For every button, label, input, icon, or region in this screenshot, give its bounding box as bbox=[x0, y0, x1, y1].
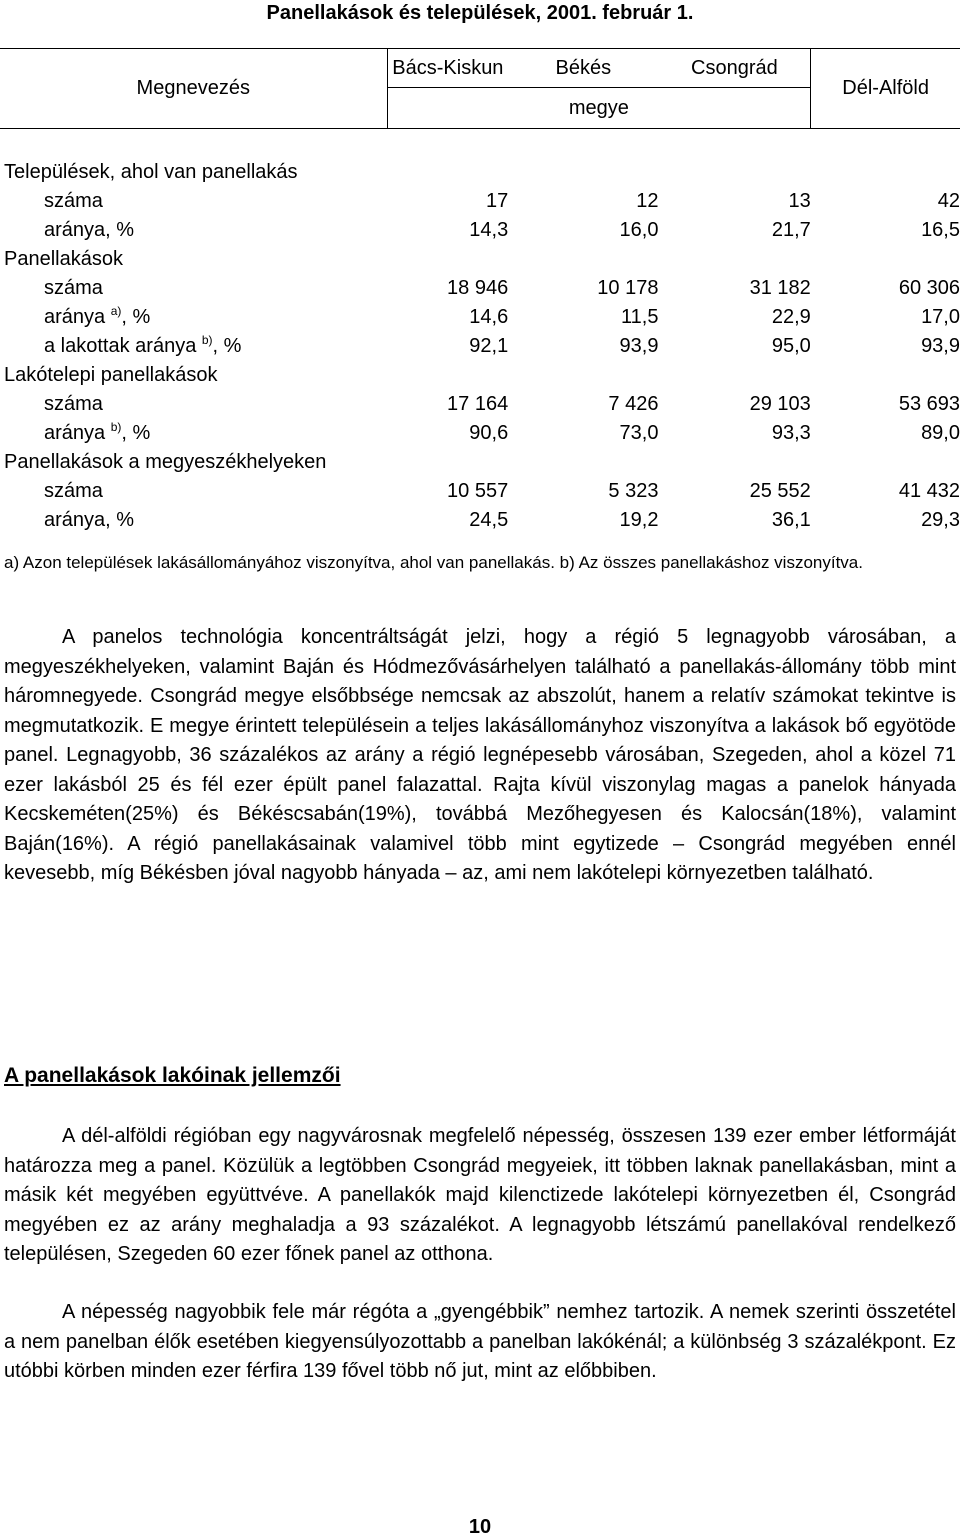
table-cell: 7 426 bbox=[608, 393, 659, 415]
table-cell: 53 693 bbox=[898, 393, 960, 415]
table-cell bbox=[387, 448, 508, 477]
table-cell: 73,0 bbox=[619, 422, 659, 444]
table-cell bbox=[508, 158, 658, 187]
table-cell bbox=[811, 448, 960, 477]
row-label: aránya, % bbox=[44, 509, 135, 531]
table-cell: 25 552 bbox=[749, 480, 811, 502]
table-cell bbox=[658, 245, 810, 274]
page-number: 10 bbox=[468, 1516, 492, 1538]
table-cell: 36,1 bbox=[771, 509, 811, 531]
table-cell: 93,9 bbox=[921, 335, 960, 357]
row-label: száma bbox=[44, 277, 103, 299]
table-cell: 41 432 bbox=[898, 480, 960, 502]
table-cell bbox=[811, 361, 960, 390]
table-cell: 17 164 bbox=[447, 393, 509, 415]
table-cell: 60 306 bbox=[898, 277, 960, 299]
row-label: a lakottak aránya $^{b)}$, % bbox=[44, 333, 242, 357]
table-cell bbox=[508, 448, 658, 477]
table-cell: 93,3 bbox=[771, 422, 811, 444]
table-cell: 92,1 bbox=[469, 335, 509, 357]
table-row bbox=[0, 274, 960, 303]
table-cell: 14,6 bbox=[469, 306, 509, 328]
table-cell bbox=[658, 361, 810, 390]
table-title: Panellakások és települések, 2001. február 1. bbox=[266, 2, 694, 24]
table-cell: 16,0 bbox=[619, 219, 659, 241]
table-cell: 29 103 bbox=[749, 393, 811, 415]
table-cell: 16,5 bbox=[921, 219, 960, 241]
table-cell: 31 182 bbox=[749, 277, 811, 299]
table-cell bbox=[658, 448, 810, 477]
row-label: aránya $^{a)}$, % bbox=[44, 304, 151, 328]
table-row bbox=[0, 158, 960, 187]
table-cell: 29,3 bbox=[921, 509, 960, 531]
table-cell: 89,0 bbox=[921, 422, 960, 444]
table-cell bbox=[508, 245, 658, 274]
table-cell: 21,7 bbox=[771, 219, 811, 241]
table-cell: 14,3 bbox=[469, 219, 509, 241]
table-cell: 18 946 bbox=[447, 277, 509, 299]
header-bacs-kiskun: Bács-Kiskun bbox=[387, 49, 508, 88]
table-cell bbox=[658, 158, 810, 187]
table-cell: 10 178 bbox=[597, 277, 659, 299]
paragraph-2: A dél-alföldi régióban egy nagyvárosnak megfelelő népesség, összesen 139 ezer ember létformáját határozza meg a panel. Közülük a legtöbben Csongrád megyeiek, itt többen laknak panellakásban, mint a másik két megyében együttvéve. A panellakók majd kilenctizede lakótelepi környezetben él, Csongrád megyében ez az arány meghaladja a 93 százalékot. A legnagyobb létszámú panellakóval rendelkező településen, Szegeden 60 ezer főnek panel az otthona. bbox=[4, 1125, 956, 1265]
table-cell: 95,0 bbox=[771, 335, 811, 357]
header-bekes: Békés bbox=[508, 49, 658, 88]
table-cell: 93,9 bbox=[619, 335, 659, 357]
table-cell: 22,9 bbox=[771, 306, 811, 328]
table-row bbox=[0, 332, 960, 361]
table-cell: 10 557 bbox=[447, 480, 509, 502]
row-label: száma bbox=[44, 190, 103, 212]
table-row bbox=[0, 303, 960, 332]
spacer-row bbox=[0, 129, 960, 159]
table-header-row bbox=[0, 49, 960, 88]
table-row bbox=[0, 448, 960, 477]
table-cell: 12 bbox=[636, 190, 659, 212]
paragraph-1: A panelos technológia koncentráltságát jelzi, hogy a régió 5 legnagyobb városában, a megyeszékhelyeken, valamint Baján és Hódmezővásárhelyen található a panellakás-állomány több mint háromnegyede. Csongrád megye elsőbbsége nemcsak az abszolút, hanem a relatív számokat tekintve is megmutatkozik. E megye érintett településein a teljes lakásállományhoz viszonyítva a lakások bő egyötöde panel. Legnagyobb, 36 százalékos az arány a régió legnépesebb városában, Szegeden, ahol a közel 71 ezer lakásból 25 és fél ezer épült panel falazattal. Rajta kívül viszonylag magas a panelok hányada Kecskeméten(25%) és Békéscsabán(19%), továbbá Mezőhegyesen és Kalocsán(18%), valamint Baján(16%). A régió panellakásainak valamivel több mint egytizede – Csongrád megyében ennél kevesebb, míg Békésben jóval nagyobb hányada – az, ami nem lakótelepi környezetben található. bbox=[4, 626, 956, 884]
table-cell bbox=[387, 158, 508, 187]
table-cell: 17 bbox=[485, 190, 509, 212]
row-label: Lakótelepi panellakások bbox=[4, 364, 218, 386]
data-table bbox=[0, 48, 960, 535]
table-cell: 42 bbox=[937, 190, 960, 212]
header-del-alfold: Dél-Alföld bbox=[811, 49, 960, 129]
table-row bbox=[0, 477, 960, 506]
table-cell bbox=[508, 361, 658, 390]
table-cell: 90,6 bbox=[469, 422, 509, 444]
table-cell bbox=[387, 361, 508, 390]
row-label: Panellakások a megyeszékhelyeken bbox=[4, 451, 327, 473]
table-row bbox=[0, 390, 960, 419]
table-cell: 19,2 bbox=[619, 509, 659, 531]
table-cell: 13 bbox=[788, 190, 811, 212]
row-label: száma bbox=[44, 393, 103, 415]
footnote: a) Azon települések lakásállományához viszonyítva, ahol van panellakás. b) Az összes panellakáshoz viszonyítva. bbox=[4, 553, 863, 572]
table-cell bbox=[387, 245, 508, 274]
table-row bbox=[0, 506, 960, 535]
header-megye: megye bbox=[387, 88, 811, 129]
table-cell bbox=[811, 245, 960, 274]
row-label: aránya, % bbox=[44, 219, 135, 241]
row-label: Panellakások bbox=[4, 248, 123, 270]
table-row bbox=[0, 245, 960, 274]
table-cell: 24,5 bbox=[469, 509, 509, 531]
header-csongrad: Csongrád bbox=[658, 49, 810, 88]
table-cell: 11,5 bbox=[621, 306, 659, 328]
table-cell bbox=[811, 158, 960, 187]
row-label: száma bbox=[44, 480, 103, 502]
row-label: aránya $^{b)}$, % bbox=[44, 420, 151, 444]
header-megnevezes: Megnevezés bbox=[0, 49, 387, 129]
table-cell: 17,0 bbox=[921, 306, 960, 328]
row-label: Települések, ahol van panellakás bbox=[4, 161, 298, 183]
table-row bbox=[0, 187, 960, 216]
table-cell: 5 323 bbox=[608, 480, 659, 502]
section-heading: A panellakások lakóinak jellemzői bbox=[4, 1064, 341, 1087]
table-row bbox=[0, 361, 960, 390]
table-row bbox=[0, 419, 960, 448]
table-row bbox=[0, 216, 960, 245]
paragraph-3: A népesség nagyobbik fele már régóta a „gyengébbik” nemhez tartozik. A nemek szerinti összetétel a nem panelban élők esetében kiegyensúlyozottabb a panelban lakókénál; a különbség 3 százalékpont. Ez utóbbi körben minden ezer férfira 139 fővel több nő jut, mint az előbbiben. bbox=[4, 1301, 956, 1382]
